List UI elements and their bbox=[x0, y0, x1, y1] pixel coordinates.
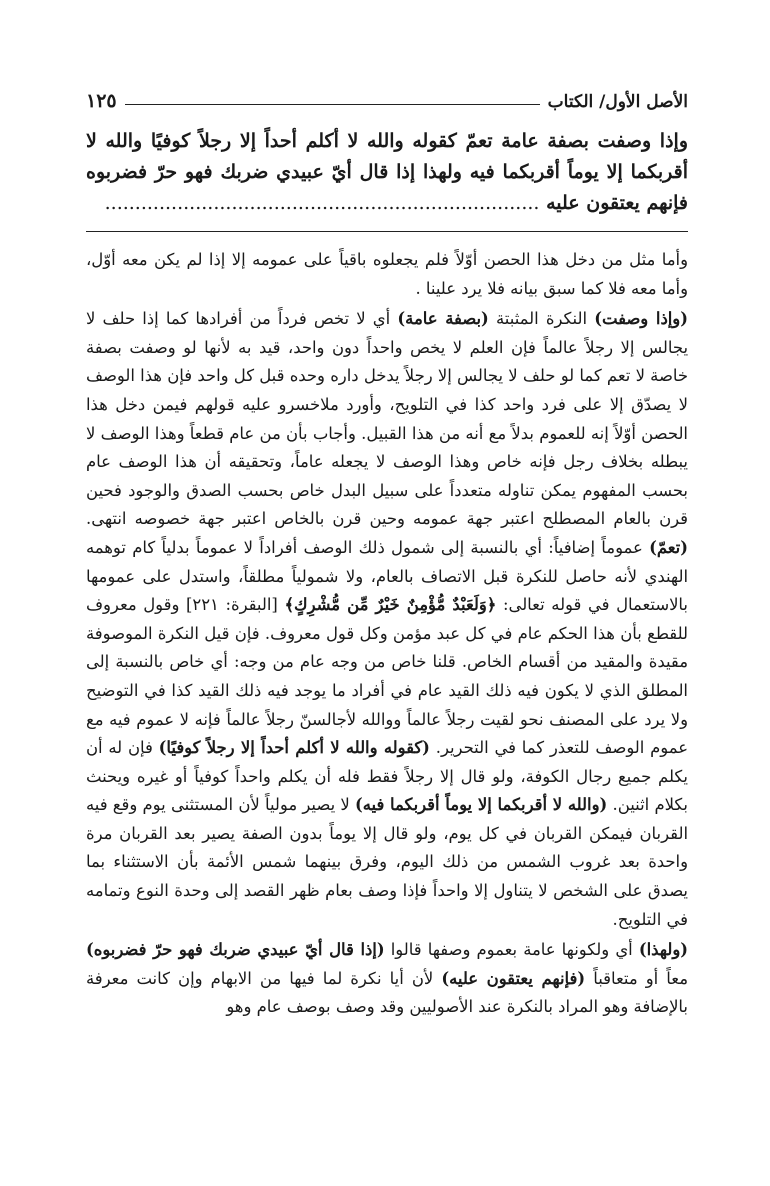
sharh-paragraph-1: وأما مثل من دخل هذا الحصن أوّلاً فلم يجعلوه باقياً على عمومه إلا إذا لم يكن معه أوّل، وأما معه فلا كما سبق بيانه فلا يرد علينا . bbox=[86, 250, 688, 298]
sharh-text-run: فإن له أن يكلم جميع رجال الكوفة، ولو قال إلا رجلاً فقط فله أن يكلم واحداً كوفياً أو غيره ويحنث بكلام اثنين. bbox=[86, 738, 688, 815]
sharh-paragraph-3 bbox=[86, 936, 688, 1022]
sharh-paragraph-2 bbox=[86, 305, 688, 934]
quote-bi-sifa-amma: (بصفة عامة) bbox=[397, 309, 489, 329]
quote-fa-innahum-yutaqun: (فإنهم يعتقون عليه) bbox=[441, 968, 586, 988]
sharh-text-run: [البقرة: ٢٢١] وقول معروف للقطع بأن هذا الحكم عام في كل عبد مؤمن وكل قول معروف. فإن قيل النكرة الموصوفة مقيدة والمقيد من أقسام الخاص. قلنا خاص من وجه عام من وجه: أي خاص بالنسبة إلى المطلق الذي لا يكون فيه ذلك القيد عام في أفراد ما يوجد فيه ذلك القيد كذا في التوضيح ولا يرد على المصنف نحو لقيت رجلاً عالماً ووالله لأجالسنّ رجلاً عالماً فإنه لا عموم فيه مع عموم الوصف للتعذر كما في التحرير. bbox=[86, 595, 689, 758]
matn-text bbox=[86, 126, 688, 219]
sharh-text-run: أي ولكونها عامة بعموم وصفها قالوا bbox=[384, 940, 639, 960]
sharh-text-run: معاً أو متعاقباً bbox=[585, 968, 688, 988]
quote-wa-idha-wusifat: (وإذا وصفت) bbox=[594, 309, 688, 329]
sharh-text-run: لأن أيا نكرة لما فيها من الابهام وإن كانت معرفة بالإضافة وهو المراد بالنكرة عند الأصوليين وقد وصف بوصف عام وهو bbox=[86, 968, 688, 1017]
sharh-text-run: أي لا تخص فرداً من أفرادها كما إذا حلف لا يجالس إلا رجلاً عالماً فإن العلم لا يخص واحداً دون واحد، قيد به لأنها لو وصفت بصفة خاصة لا تعم كما لو حلف لا يجالس إلا رجلاً يدخل داره وحده قبل كل واحد فإن هذا الوصف لا يصدّق إلا على فرد واحد كذا في التلويح، وأورد ملاخسرو عليه قولهم فيمن دخل هذا الحصن أوّلاً إنه للعموم بدلاً مع أنه من هذا القبيل. وأجاب بأن من عام قطعاً وهذا الوصف لا يبطله بخلاف رجل فإنه خاص وهذا الوصف لا يجعله عاماً، وتحقيقه أن هذا الوصف عام بحسب المفهوم يمكن تناوله متعدداً على سبيل البدل خاص بحسب الصدق والوجود فحين قرن بالعام المصطلح اعتبر جهة عمومه وحين قرن بالخاص اعتبر جهة خصوصه انتهى. bbox=[86, 309, 688, 529]
page-header bbox=[86, 84, 688, 112]
matn-dots: ........................................................................ bbox=[104, 192, 540, 214]
sharh-text-run: عموماً إضافياً: أي بالنسبة إلى شمول ذلك الوصف أفراداً لا عموماً بدلياً كام توهمه الهندي لأنه حاصل للنكرة قبل الاتصاف بالعام، ولا شمولياً مطلقاً، واستدل على عمومها بالاستعمال في قوله تعالى: bbox=[86, 537, 688, 615]
sharh-text-run: لا يصير مولياً لأن المستثنى يوم وقع فيه القربان فيمكن القربان في كل يوم، ولو قال إلا يوماً بدون الصفة يصير بعد القربان مرة واحدة بعد غروب الشمس من ذلك اليوم، وفرق بينهما شمس الأئمة بأن الاستثناء بما يصدق على الشخص لا يتناول إلا واحداً فإذا وصف بعام ظهر القصد إلى وحدة النوع وتمامه في التلويح. bbox=[86, 795, 688, 929]
quote-ka-qawlihi: (كقوله والله لا أكلم أحداً إلا رجلاً كوفيًا) bbox=[158, 738, 430, 758]
page-number: ١٢٥ bbox=[86, 90, 117, 112]
matn-paragraph bbox=[86, 126, 688, 219]
sharh-text-run: النكرة المثبتة bbox=[488, 309, 595, 329]
quote-idha-qala: (إذا قال أيّ عبيدي ضربك فهو حرّ فضربوه) bbox=[86, 940, 385, 960]
matn-sharh-separator bbox=[86, 231, 688, 232]
matn-sentence: وإذا وصفت بصفة عامة تعمّ كقوله والله لا أكلم أحداً إلا رجلاً كوفيًا والله لا أقربكما إلا يوماً أقربكما فيه ولهذا إذا قال أيّ عبيدي ضربك فهو حرّ فضربوه فإنهم يعتقون عليه bbox=[86, 130, 688, 214]
quote-wallahi-la-aqrabukuma: (والله لا أقربكما إلا يوماً أقربكما فيه) bbox=[354, 795, 608, 815]
quran-verse: ﴿وَلَعَبْدٌ مُّؤْمِنٌ خَيْرٌ مِّن مُّشْرِكٍ﴾ bbox=[284, 595, 497, 615]
sharh-text bbox=[86, 246, 688, 1022]
header-rule bbox=[125, 104, 540, 105]
quote-wa-li-hadha: (ولهذا) bbox=[638, 940, 688, 960]
running-title: الأصل الأول/ الكتاب bbox=[547, 92, 688, 112]
quote-taumm: (تعمّ) bbox=[649, 537, 688, 557]
